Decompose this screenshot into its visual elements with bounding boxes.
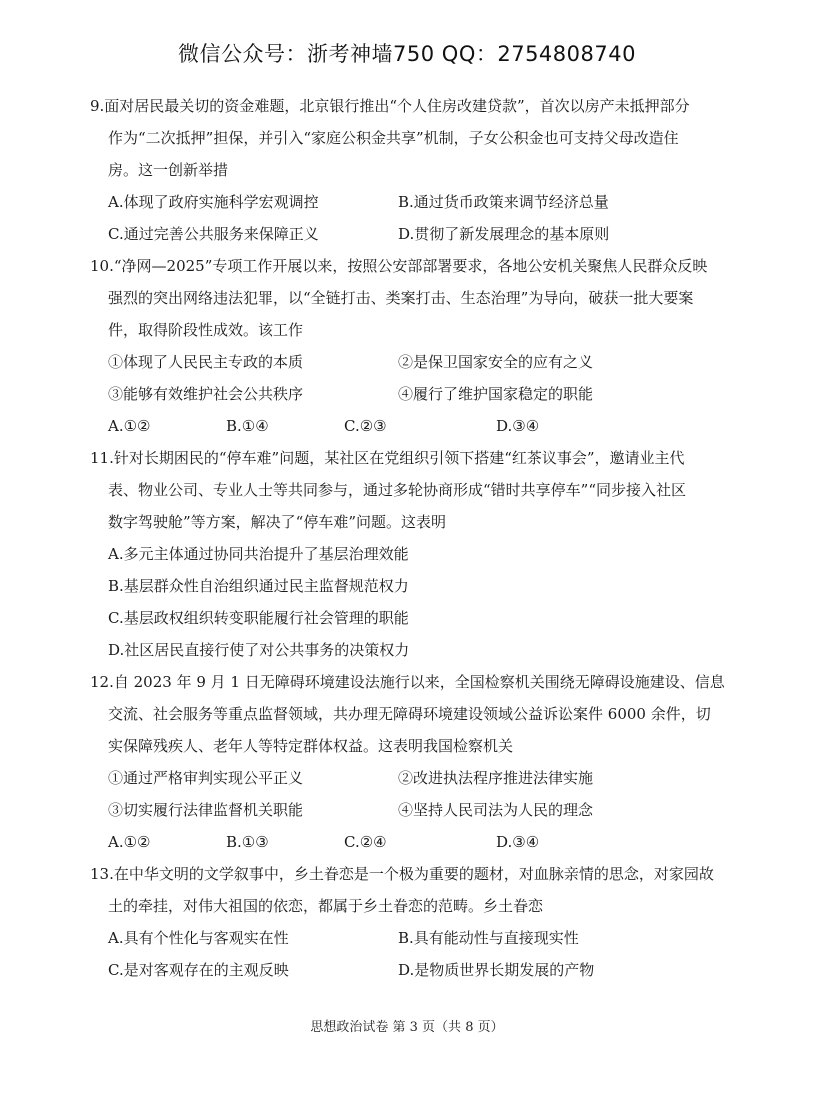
question-13 bbox=[90, 858, 720, 986]
statement-4: ④履行了维护国家稳定的职能 bbox=[398, 385, 594, 403]
statement-2: ②是保卫国家安全的应有之义 bbox=[398, 353, 594, 371]
question-stem-line: 11.针对长期困民的“停车难”问题，某社区在党组织引领下搭建“红茶议事会”，邀请业主代 bbox=[90, 449, 685, 467]
statement-3: ③能够有效维护社会公共秩序 bbox=[108, 385, 304, 403]
question-stem-line: 12.自 2023 年 9 月 1 日无障碍环境建设法施行以来，全国检察机关围绕无障碍设施建设、信息 bbox=[90, 673, 725, 691]
option-b: B.通过货币政策来调节经济总量 bbox=[398, 193, 609, 211]
choice-c: C.②④ bbox=[344, 833, 387, 851]
question-stem-line: 强烈的突出网络违法犯罪，以“全链打击、类案打击、生态治理”为导向，破获一批大要案 bbox=[108, 289, 694, 307]
choice-c: C.②③ bbox=[344, 417, 387, 435]
page-footer: 思想政治试卷 第 3 页（共 8 页） bbox=[310, 1020, 504, 1035]
option-a: A.具有个性化与客观实在性 bbox=[108, 929, 289, 947]
options-row bbox=[108, 922, 720, 954]
question-stem-line: 数字驾驶舱”等方案，解决了“停车难”问题。这表明 bbox=[108, 513, 447, 531]
choice-a: A.①② bbox=[108, 833, 151, 851]
choice-d: D.③④ bbox=[496, 833, 540, 851]
watermark-header: 微信公众号：浙考神墙750 QQ：2754808740 bbox=[178, 42, 636, 66]
question-9 bbox=[90, 90, 720, 250]
statements-row bbox=[108, 346, 720, 378]
question-stem-line: 土的牵挂，对伟大祖国的依恋，都属于乡土眷恋的范畴。乡土眷恋 bbox=[108, 897, 544, 915]
choice-b: B.①③ bbox=[226, 833, 269, 851]
option-a: A.多元主体通过协同共治提升了基层治理效能 bbox=[108, 545, 409, 563]
option-a: A.体现了政府实施科学宏观调控 bbox=[108, 193, 319, 211]
question-12 bbox=[90, 666, 725, 858]
options-row bbox=[108, 218, 720, 250]
question-list bbox=[0, 90, 814, 986]
options-row bbox=[108, 186, 720, 218]
option-d: D.是物质世界长期发展的产物 bbox=[398, 961, 595, 979]
question-stem-line: 房。这一创新举措 bbox=[108, 161, 229, 179]
statement-1: ①通过严格审判实现公平正义 bbox=[108, 769, 304, 787]
option-b: B.基层群众性自治组织通过民主监督规范权力 bbox=[108, 577, 409, 595]
choices-row bbox=[108, 826, 720, 858]
question-stem-line: 10.“净网—2025”专项工作开展以来，按照公安部部署要求，各地公安机关聚焦人民群众反映 bbox=[90, 257, 708, 275]
choice-a: A.①② bbox=[108, 417, 151, 435]
question-10 bbox=[90, 250, 720, 442]
option-b: B.具有能动性与直接现实性 bbox=[398, 929, 579, 947]
question-11 bbox=[90, 442, 720, 666]
option-c: C.是对客观存在的主观反映 bbox=[108, 961, 289, 979]
statement-3: ③切实履行法律监督机关职能 bbox=[108, 801, 304, 819]
question-stem-line: 交流、社会服务等重点监督领域，共办理无障碍环境建设领域公益诉讼案件 6000 余件，切 bbox=[108, 705, 711, 723]
option-c: C.基层政权组织转变职能履行社会管理的职能 bbox=[108, 609, 409, 627]
choice-d: D.③④ bbox=[496, 417, 540, 435]
question-stem-line: 13.在中华文明的文学叙事中，乡土眷恋是一个极为重要的题材，对血脉亲情的思念，对家园故 bbox=[90, 865, 714, 883]
statements-row bbox=[108, 378, 720, 410]
question-stem-line: 实保障残疾人、老年人等特定群体权益。这表明我国检察机关 bbox=[108, 737, 514, 755]
options-row bbox=[108, 954, 720, 986]
statement-4: ④坚持人民司法为人民的理念 bbox=[398, 801, 594, 819]
statement-1: ①体现了人民民主专政的本质 bbox=[108, 353, 304, 371]
statements-row bbox=[108, 762, 720, 794]
statement-2: ②改进执法程序推进法律实施 bbox=[398, 769, 594, 787]
question-stem-line: 表、物业公司、专业人士等共同参与，通过多轮协商形成“错时共享停车”“同步接入社区 bbox=[108, 481, 687, 499]
question-stem-line: 9.面对居民最关切的资金难题，北京银行推出“个人住房改建贷款”，首次以房产未抵押部分 bbox=[90, 97, 690, 115]
choice-b: B.①④ bbox=[226, 417, 269, 435]
statements-row bbox=[108, 794, 720, 826]
question-stem-line: 件，取得阶段性成效。该工作 bbox=[108, 321, 304, 339]
choices-row bbox=[108, 410, 720, 442]
question-stem-line: 作为“二次抵押”担保，并引入“家庭公积金共享”机制，子女公积金也可支持父母改造住 bbox=[108, 129, 679, 147]
option-d: D.贯彻了新发展理念的基本原则 bbox=[398, 225, 610, 243]
option-d: D.社区居民直接行使了对公共事务的决策权力 bbox=[108, 641, 410, 659]
option-c: C.通过完善公共服务来保障正义 bbox=[108, 225, 319, 243]
